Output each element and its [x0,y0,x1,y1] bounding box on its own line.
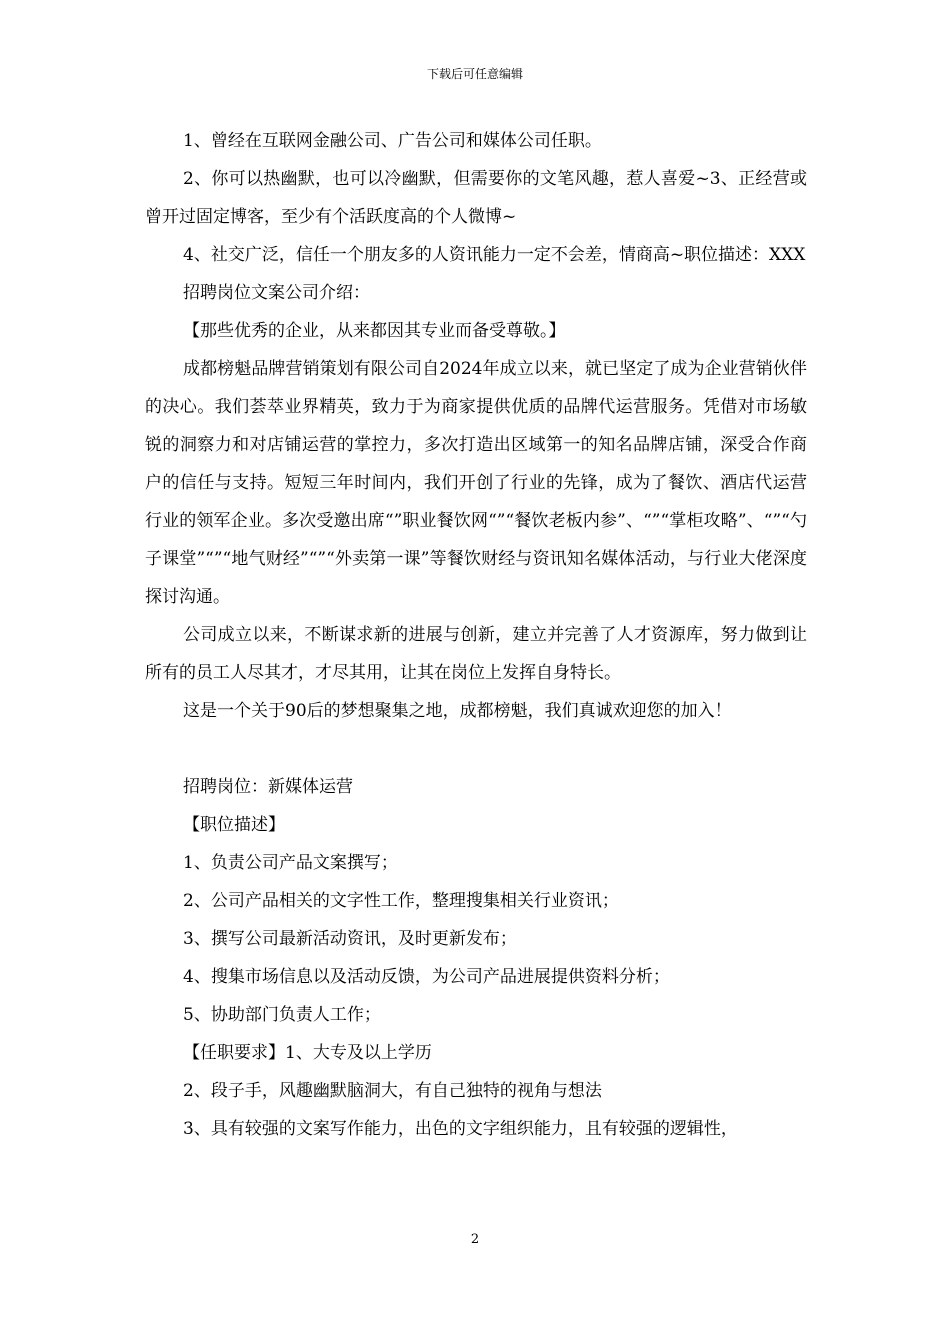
paragraph: 1、曾经在互联网金融公司、广告公司和媒体公司任职。 [183,131,602,151]
paragraph: 1、负责公司产品文案撰写； [183,853,398,873]
paragraph: 2、你可以热幽默，也可以冷幽默，但需要你的文笔风趣，惹人喜爱~3、正经营或曾开过固定博客，至少有个活跃度高的个人微博~ [145,169,807,227]
paragraph: 3、撰写公司最新活动资讯，及时更新发布； [183,929,517,949]
blank-line [145,730,807,768]
paragraph: 招聘岗位文案公司介绍： [183,283,370,303]
paragraph: 【任职要求】1、大专及以上学历 [183,1043,432,1063]
paragraph: 5、协助部门负责人工作； [183,1005,381,1025]
paragraph: 4、搜集市场信息以及活动反馈，为公司产品进展提供资料分析； [183,967,670,987]
paragraph: 2、公司产品相关的文字性工作，整理搜集相关行业资讯； [183,891,619,911]
paragraph: 【那些优秀的企业，从来都因其专业而备受尊敬。】 [183,321,566,341]
page-header: 下载后可任意编辑 [426,67,523,81]
paragraph: 成都榜魁品牌营销策划有限公司自2024年成立以来，就已坚定了成为企业营销伙伴的决心。我们荟萃业界精英，致力于为商家提供优质的品牌代运营服务。凭借对市场敏锐的洞察力和对店铺运营的掌控力，多次打造出区域第一的知名品牌店铺，深受合作商户的信任与支持。短短三年时间内，我们开创了行业的先锋，成为了餐饮、酒店代运营行业的领军企业。多次受邀出席“”职业餐饮网“”“餐饮老板内参”、“”“掌柜攻略”、“”“勺子课堂”“”“地气财经”“”“外卖第一课”等餐饮财经与资讯知名媒体活动，与行业大佬深度探讨沟通。 [145,359,807,607]
paragraph: 【职位描述】 [183,815,285,835]
paragraph: 公司成立以来，不断谋求新的进展与创新，建立并完善了人才资源库，努力做到让所有的员工人尽其才，才尽其用，让其在岗位上发挥自身特长。 [145,625,807,683]
document-body [145,122,807,1148]
paragraph: 3、具有较强的文案写作能力，出色的文字组织能力，且有较强的逻辑性， [183,1119,738,1139]
paragraph: 2、段子手，风趣幽默脑洞大，有自己独特的视角与想法 [183,1081,602,1101]
paragraph: 这是一个关于90后的梦想聚集之地，成都榜魁，我们真诚欢迎您的加入！ [183,701,732,721]
page-number: 2 [470,1232,480,1247]
paragraph: 4、社交广泛，信任一个朋友多的人资讯能力一定不会差，情商高~职位描述：XXX [183,245,806,265]
paragraph: 招聘岗位：新媒体运营 [183,777,353,797]
